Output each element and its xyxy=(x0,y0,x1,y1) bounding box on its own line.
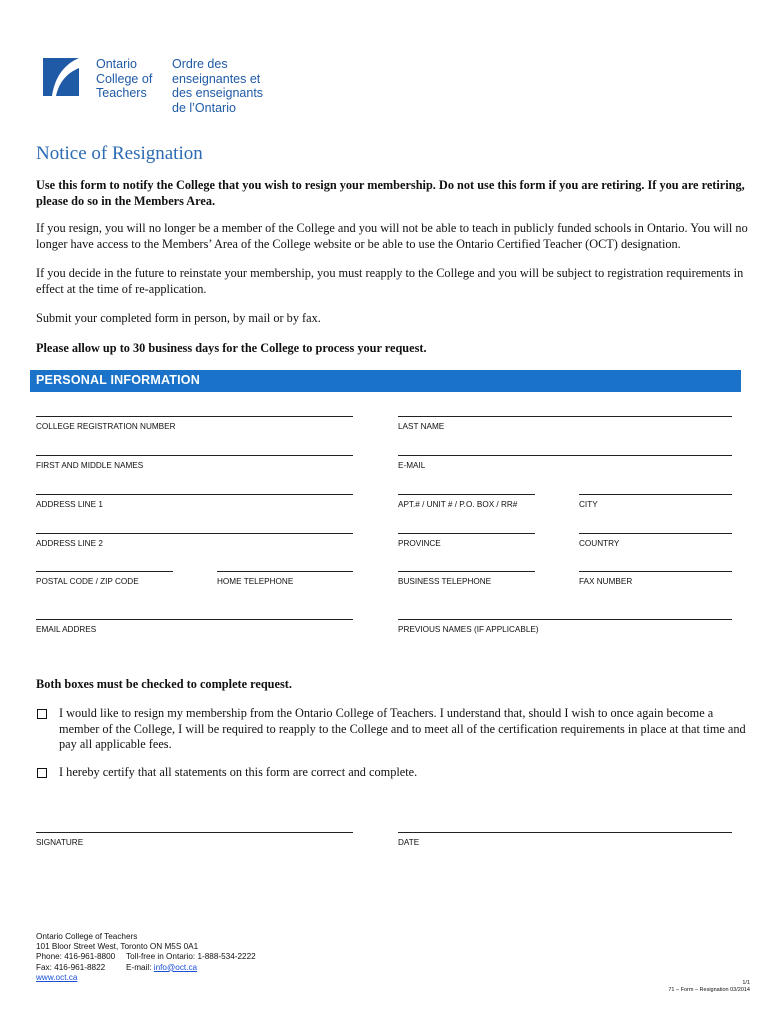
certify-checkbox[interactable] xyxy=(37,768,47,778)
logo-french-name: Ordre des enseignantes et des enseignants de l’Ontario xyxy=(172,57,264,115)
logo-english-name: Ontario College of Teachers xyxy=(96,57,153,100)
footer-address: 101 Bloor Street West, Toronto ON M5S 0A1 xyxy=(36,942,199,952)
fax-number-label: FAX NUMBER xyxy=(579,577,633,586)
intro-paragraph-4: Submit your completed form in person, by mail or by fax. xyxy=(36,311,321,325)
province-label: PROVINCE xyxy=(398,539,441,548)
page-title: Notice of Resignation xyxy=(36,143,203,164)
fax-number-field[interactable] xyxy=(579,571,732,572)
apt-label: APT.# / UNIT # / P.O. BOX / RR# xyxy=(398,500,518,509)
intro-paragraph-5: Please allow up to 30 business days for the College to process your request. xyxy=(36,341,427,355)
intro-paragraph-3: If you decide in the future to reinstate your membership, you must reapply to the College and you will be subject to registration requirements in effect at the time of re-application. xyxy=(36,266,744,296)
address-line-2-label: ADDRESS LINE 2 xyxy=(36,539,103,548)
email-address-field[interactable] xyxy=(36,619,353,620)
postal-code-field[interactable] xyxy=(36,571,173,572)
footer-phone: Phone: 416-961-8800 xyxy=(36,952,116,962)
resign-checkbox[interactable] xyxy=(37,709,47,719)
reg-number-label: COLLEGE REGISTRATION NUMBER xyxy=(36,422,176,431)
footer-contact xyxy=(36,932,256,983)
address-line-1-field[interactable] xyxy=(36,494,353,495)
business-telephone-label: BUSINESS TELEPHONE xyxy=(398,577,492,586)
section-title: PERSONAL INFORMATION xyxy=(36,373,200,387)
signature-label: SIGNATURE xyxy=(36,838,84,847)
footer-website-link[interactable]: www.oct.ca xyxy=(36,972,78,982)
last-name-label: LAST NAME xyxy=(398,422,445,431)
city-field[interactable] xyxy=(579,494,732,495)
business-telephone-field[interactable] xyxy=(398,571,535,572)
signature-field[interactable] xyxy=(36,832,353,833)
address-line-1-label: ADDRESS LINE 1 xyxy=(36,500,103,509)
apt-field[interactable] xyxy=(398,494,535,495)
intro-paragraph-1: Use this form to notify the College that you wish to resign your membership. Do not use this form if you are retiring. If you are retiring, please do so in the Members Area. xyxy=(36,178,745,208)
province-field[interactable] xyxy=(398,533,535,534)
date-field[interactable] xyxy=(398,832,732,833)
footer-tollfree: Toll-free in Ontario: 1-888-534-2222 xyxy=(126,952,256,962)
email-address-label: EMAIL ADDRES xyxy=(36,625,97,634)
confirm-heading: Both boxes must be checked to complete request. xyxy=(36,677,292,691)
footer-org: Ontario College of Teachers xyxy=(36,932,138,941)
postal-code-label: POSTAL CODE / ZIP CODE xyxy=(36,577,139,586)
page-number: 1/1 xyxy=(742,980,750,986)
college-logo-icon xyxy=(43,58,79,96)
email-field[interactable] xyxy=(398,455,732,456)
country-field[interactable] xyxy=(579,533,732,534)
first-names-field[interactable] xyxy=(36,455,353,456)
email-label: E-MAIL xyxy=(398,461,426,470)
last-name-field[interactable] xyxy=(398,416,732,417)
resign-checkbox-text: I would like to resign my membership from the Ontario College of Teachers. I understand that, should I wish to once again become a member of the College, I will be required to reapply to the College and to meet all of the certification requirements in place at that time and pay all applicable fees. xyxy=(59,706,746,752)
certify-checkbox-text: I hereby certify that all statements on this form are correct and complete. xyxy=(59,765,418,779)
first-names-label: FIRST AND MIDDLE NAMES xyxy=(36,461,144,470)
form-code: 71 – Form – Resignation 03/2014 xyxy=(668,987,750,993)
home-telephone-field[interactable] xyxy=(217,571,353,572)
address-line-2-field[interactable] xyxy=(36,533,353,534)
city-label: CITY xyxy=(579,500,598,509)
footer-email-link[interactable]: info@oct.ca xyxy=(153,962,198,972)
reg-number-field[interactable] xyxy=(36,416,353,417)
intro-paragraph-2: If you resign, you will no longer be a member of the College and you will not be able to teach in publicly funded schools in Ontario. You will no longer have access to the Members’ Area of the College website or be able to use the Ontario Certified Teacher (OCT) designation. xyxy=(36,221,748,251)
previous-names-label: PREVIOUS NAMES (IF APPLICABLE) xyxy=(398,625,539,634)
country-label: COUNTRY xyxy=(579,539,620,548)
date-label: DATE xyxy=(398,838,420,847)
footer-email-label: E-mail: xyxy=(126,962,154,972)
home-telephone-label: HOME TELEPHONE xyxy=(217,577,294,586)
footer-fax: Fax: 416-961-8822 xyxy=(36,962,106,972)
previous-names-field[interactable] xyxy=(398,619,732,620)
